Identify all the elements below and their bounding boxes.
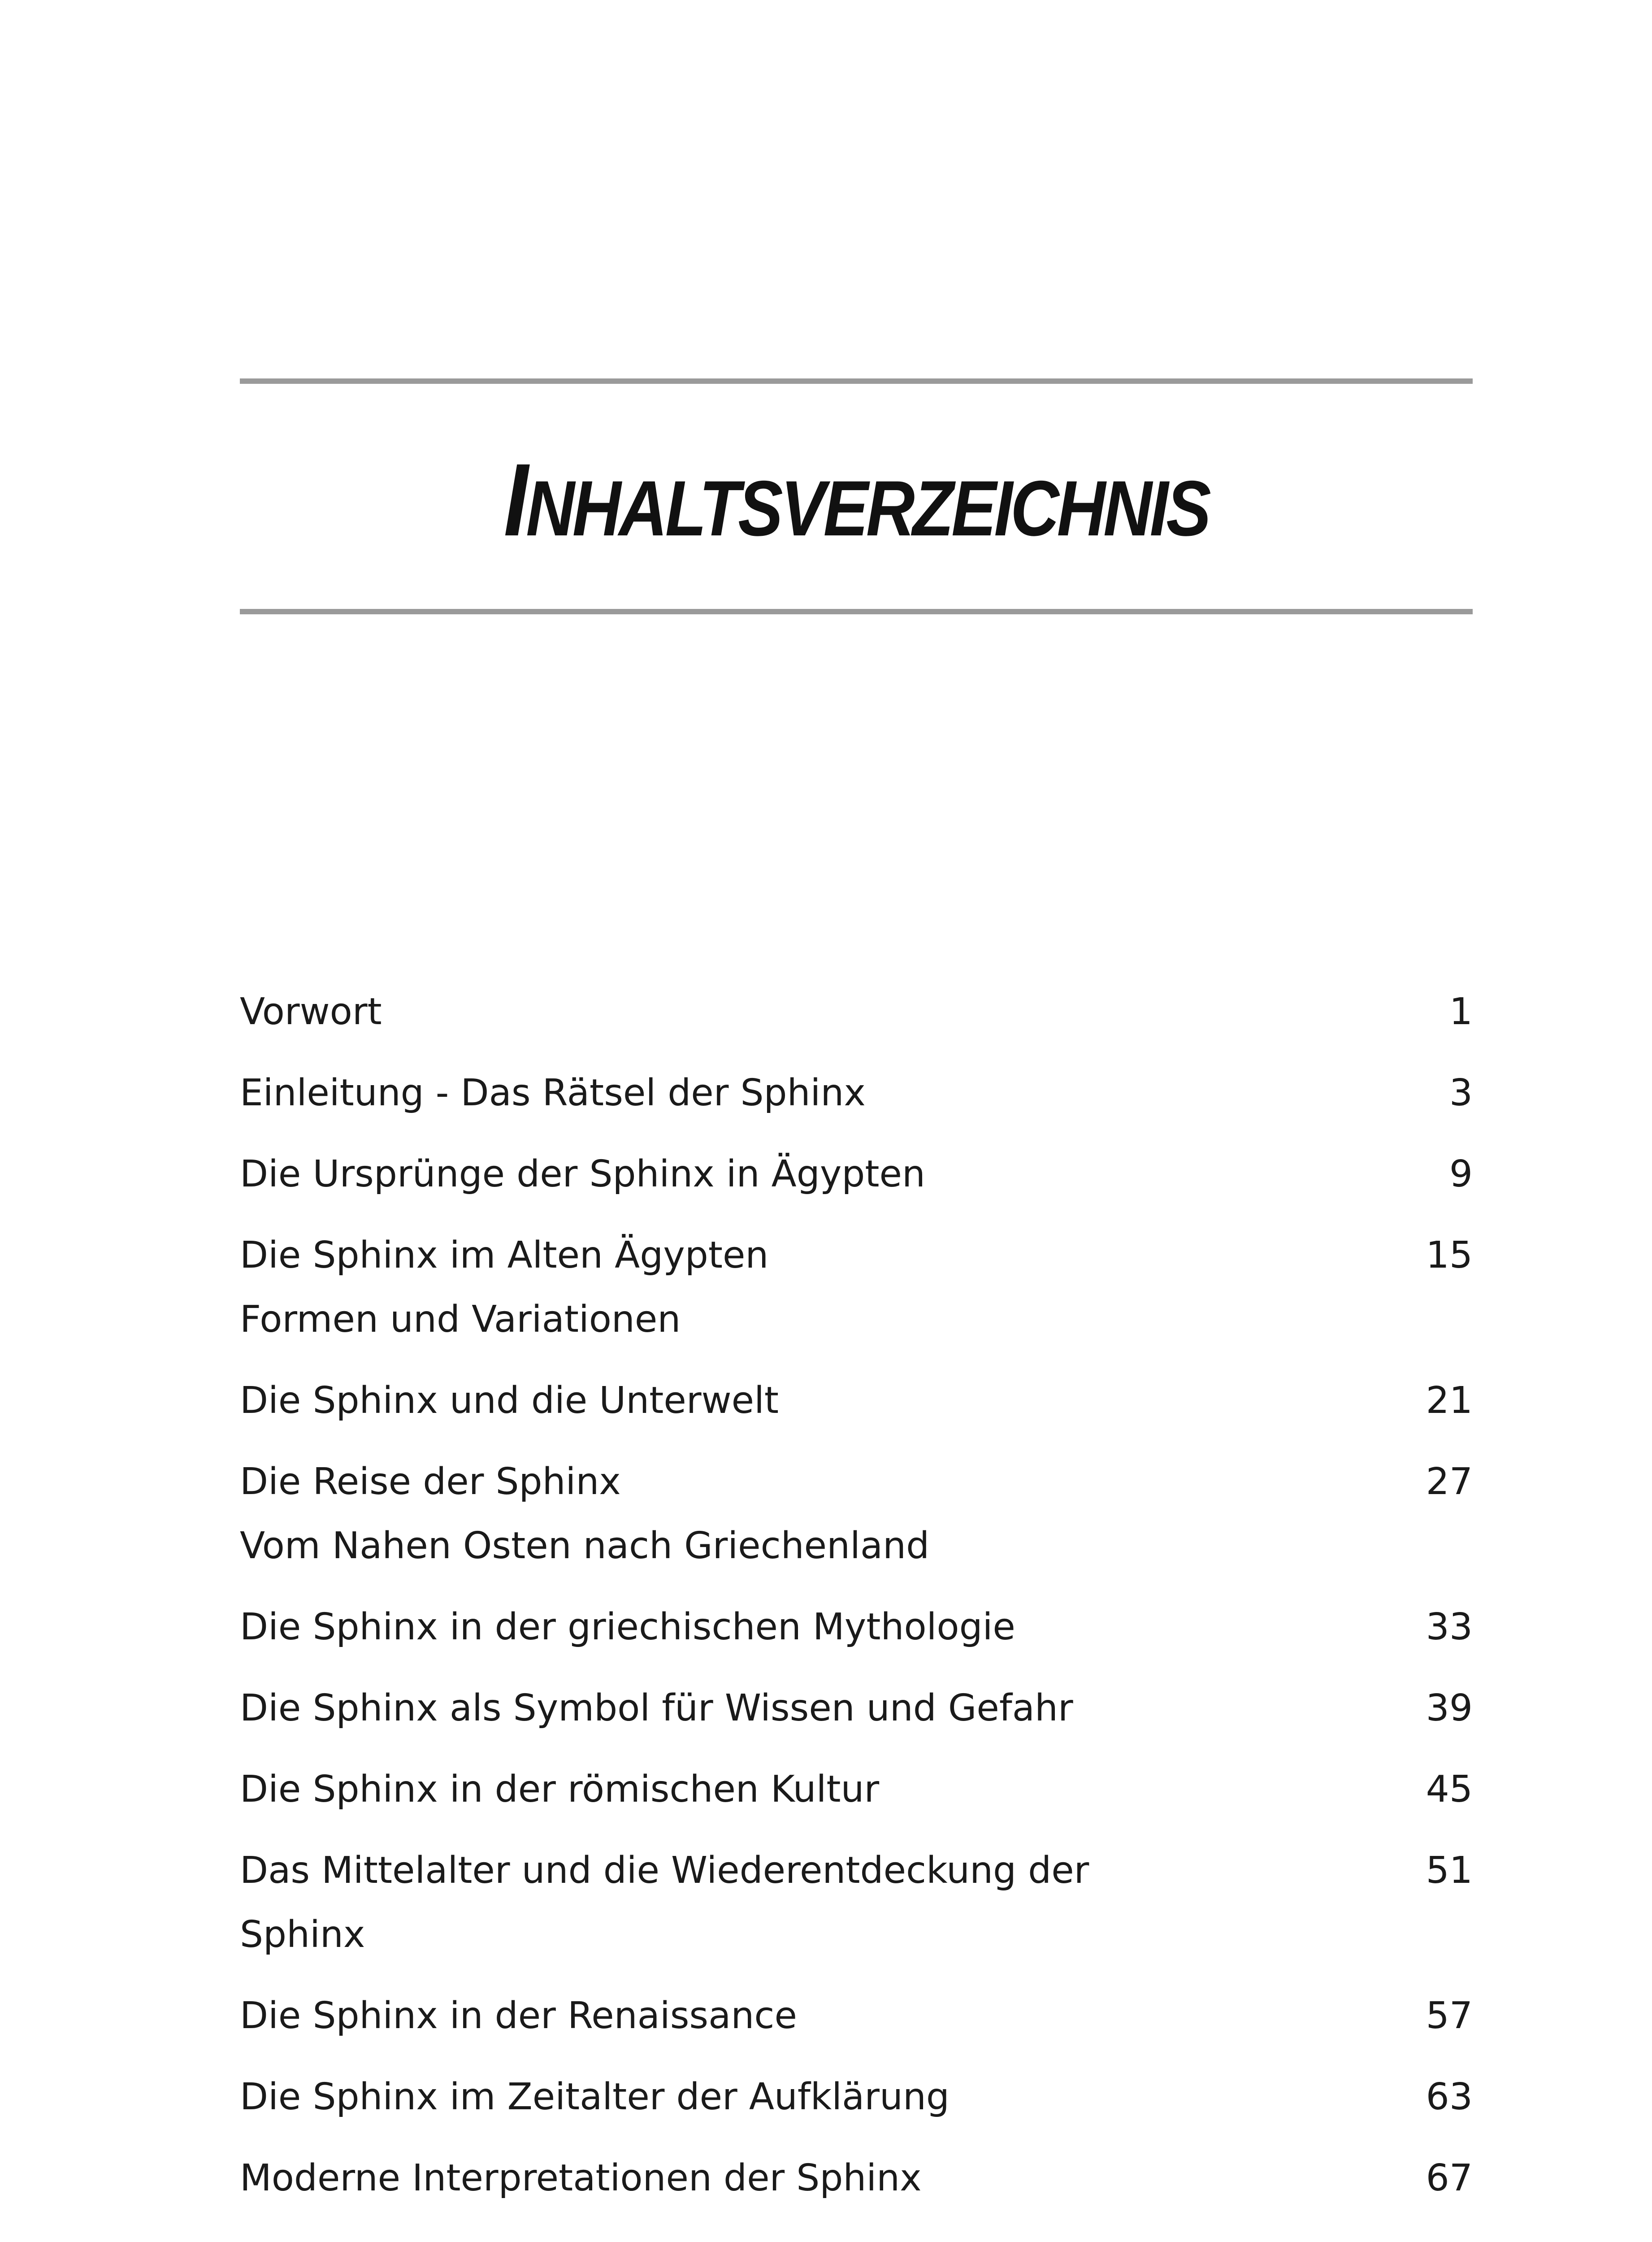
toc-entry-title: Vorwort (240, 991, 382, 1033)
toc-entry[interactable] (240, 1223, 1473, 1351)
toc-entry-page: 1 (1449, 991, 1473, 1033)
toc-entry-title: Die Reise der Sphinx Vom Nahen Osten nach Griechenland (240, 1460, 930, 1567)
toc-entry-page: 51 (1426, 1849, 1473, 1892)
toc-entry-title: Die Ursprünge der Sphinx in Ägypten (240, 1153, 925, 1195)
toc-entry-page: 39 (1426, 1687, 1473, 1729)
toc-entry-title: Das Mittelalter und die Wiederentdeckung der Sphinx (240, 1849, 1089, 1956)
bottom-divider (240, 609, 1473, 614)
toc-entry-title: Die Sphinx als Symbol für Wissen und Gefahr (240, 1687, 1073, 1729)
toc-entry[interactable] (240, 1369, 1473, 1433)
table-of-contents (240, 980, 1473, 2227)
toc-entry-page: 67 (1426, 2157, 1473, 2199)
toc-entry[interactable] (240, 1757, 1473, 1821)
toc-entry-title: Die Sphinx und die Unterwelt (240, 1379, 779, 1422)
toc-entry-page: 3 (1449, 1072, 1473, 1114)
toc-entry-title: Die Sphinx im Zeitalter der Aufklärung (240, 2076, 950, 2118)
toc-entry-title: Die Sphinx in der Renaissance (240, 1994, 797, 2037)
toc-entry[interactable] (240, 1838, 1473, 1967)
toc-entry-title: Die Sphinx im Alten Ägypten Formen und Variationen (240, 1234, 769, 1341)
toc-entry-page: 57 (1426, 1994, 1473, 2037)
toc-entry-title: Die Sphinx in der griechischen Mythologie (240, 1606, 1015, 1648)
toc-entry-page: 15 (1426, 1234, 1473, 1277)
title-rest: NHALTSVERZEICHNIS (526, 465, 1209, 552)
title-initial: I (503, 442, 526, 557)
toc-entry-page: 45 (1426, 1768, 1473, 1811)
toc-entry[interactable] (240, 1595, 1473, 1659)
toc-entry-page: 33 (1426, 1606, 1473, 1648)
toc-entry-page: 27 (1426, 1460, 1473, 1503)
toc-entry-page: 63 (1426, 2076, 1473, 2118)
top-divider (240, 378, 1473, 384)
toc-entry[interactable] (240, 1676, 1473, 1740)
toc-entry[interactable] (240, 2146, 1473, 2210)
page-title (326, 442, 1387, 560)
toc-entry[interactable] (240, 1984, 1473, 2048)
toc-entry-page: 9 (1449, 1153, 1473, 1195)
toc-entry[interactable] (240, 2065, 1473, 2129)
toc-entry-page: 21 (1426, 1379, 1473, 1422)
toc-entry[interactable] (240, 1061, 1473, 1125)
toc-entry[interactable] (240, 980, 1473, 1044)
toc-entry[interactable] (240, 1450, 1473, 1578)
toc-entry-title: Die Sphinx in der römischen Kultur (240, 1768, 880, 1811)
toc-entry-title: Moderne Interpretationen der Sphinx (240, 2157, 922, 2199)
toc-entry[interactable] (240, 1142, 1473, 1206)
toc-entry-title: Einleitung - Das Rätsel der Sphinx (240, 1072, 866, 1114)
